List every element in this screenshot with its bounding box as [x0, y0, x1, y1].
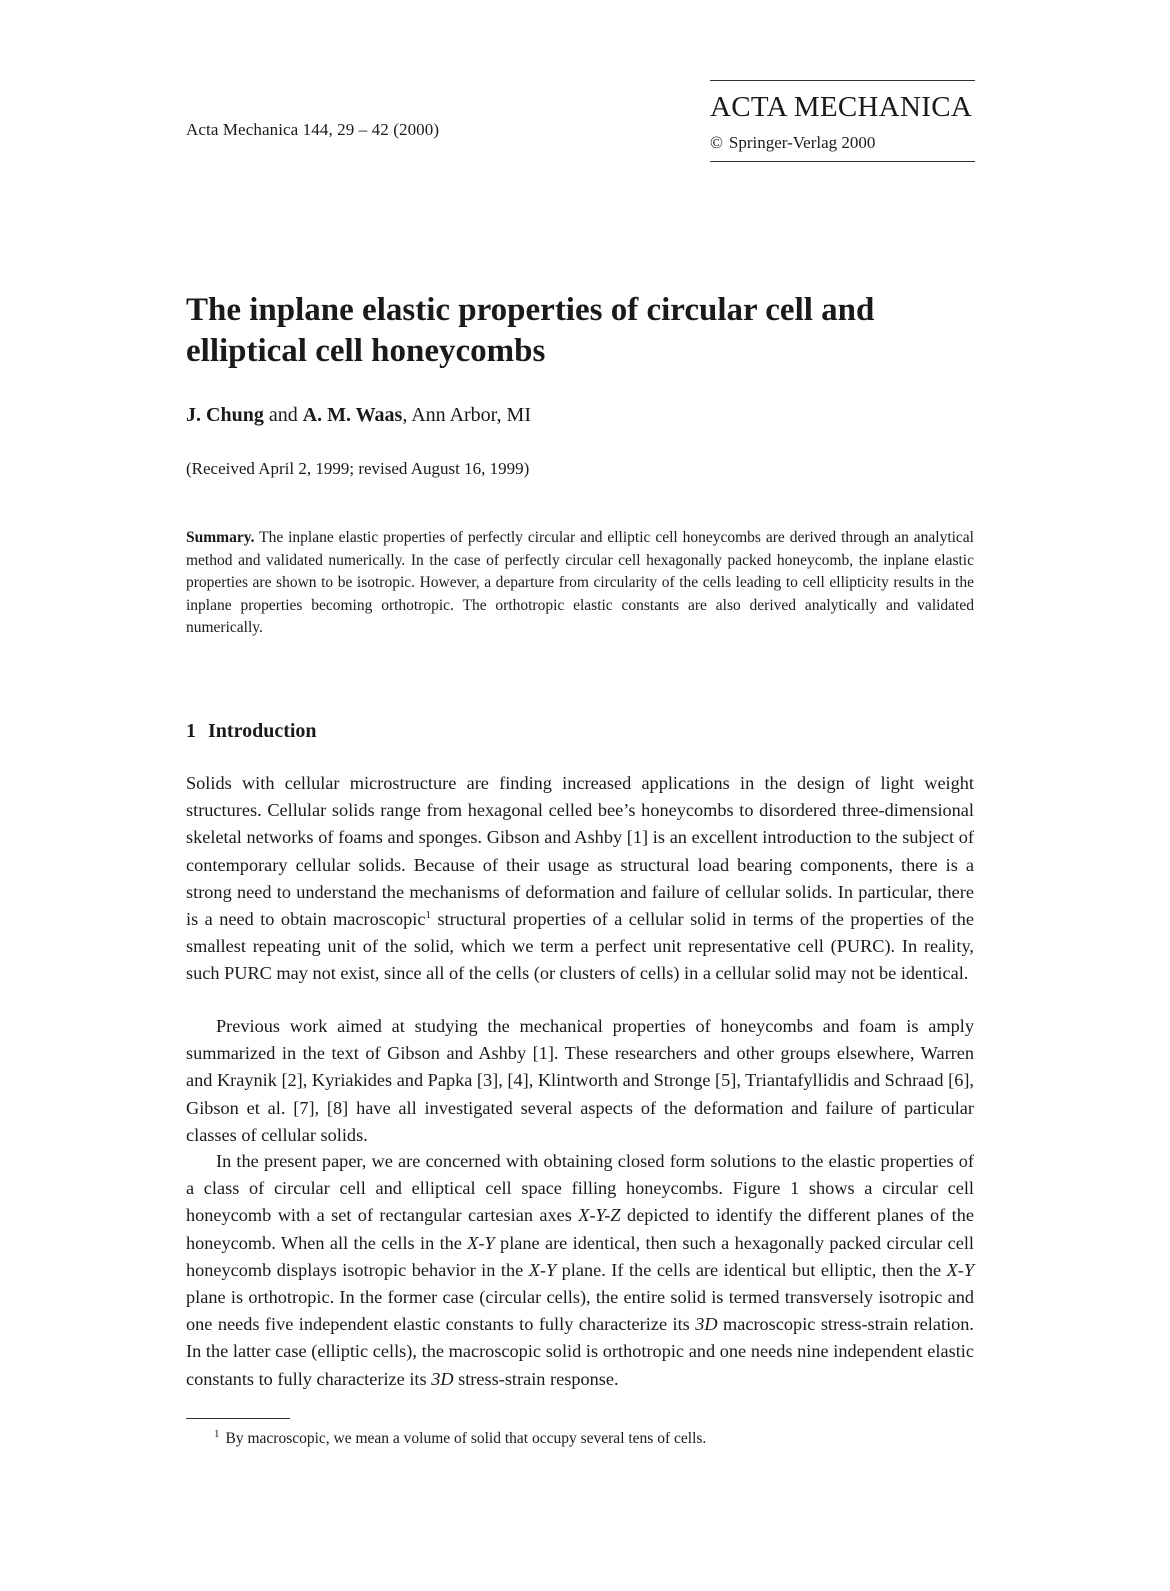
footnote-marker: 1 — [214, 1427, 220, 1440]
footnote-ref: 1 — [425, 908, 431, 921]
paragraph-3-text-b: depicted to identify the different planes of the honeycomb. When all the cells in the — [186, 1205, 974, 1253]
header-rule-bottom — [710, 161, 975, 162]
author-conjunction: and — [268, 404, 298, 426]
footnote-rule — [186, 1418, 290, 1419]
math-xy: X-Y — [946, 1259, 975, 1280]
math-xy: X-Y — [467, 1232, 495, 1253]
author-2: A. M. Waas — [302, 404, 403, 426]
summary-block — [186, 527, 974, 640]
math-3d: 3D — [431, 1368, 454, 1389]
publisher-name: Springer-Verlag 2000 — [728, 133, 876, 152]
paragraph-3-text-f: macroscopic stress-strain relation. In the latter case (elliptic cells), the macroscopic solid is orthotropic and one needs nine independent elastic constants to fully characterize its — [186, 1314, 974, 1389]
paragraph-3-text-e: plane is orthotropic. In the former case (circular cells), the entire solid is termed transversely isotropic and one needs five independent elastic constants to fully characterize its — [186, 1287, 974, 1335]
paragraph-3-text-a: In the present paper, we are concerned with obtaining closed form solutions to the elastic properties of a class of circular cell and elliptical cell space filling honeycombs. Figure 1 shows a circular cell honeycomb with a set of rectangular cartesian axes — [186, 1151, 974, 1226]
publisher-line — [710, 133, 875, 153]
summary-label: Summary. — [186, 529, 255, 546]
copyright-symbol: © — [710, 133, 723, 152]
paper-title: The inplane elastic properties of circular cell and elliptical cell honeycombs — [186, 292, 875, 369]
author-1: J. Chung — [186, 404, 264, 426]
math-3d: 3D — [695, 1314, 718, 1335]
paragraph-1-text-a: Solids with cellular microstructure are finding increased applications in the design of light weight structures. Cellular solids range from hexagonal celled bee’s honeycombs to disordered three-dimensional skeletal networks of foams and sponges. Gibson and Ashby [1] is an excellent introduction to the subject of contemporary cellular solids. Because of their usage as structural load bearing components, there is a strong need to understand the mechanisms of deformation and failure of cellular solids. In particular, there is a need to obtain macroscopic — [186, 773, 974, 930]
paragraph-1-text-b: structural properties of a cellular solid in terms of the properties of the smallest repeating unit of the solid, which we term a perfect unit representative cell (PURC). In reality, such PURC may not exist, since all of the cells (or clusters of cells) in a cellular solid may not be identical. — [186, 909, 974, 984]
author-affiliation: , Ann Arbor, MI — [402, 404, 531, 426]
math-xyz: X-Y-Z — [578, 1205, 621, 1226]
section-title: Introduction — [208, 720, 317, 742]
math-xy: X-Y — [528, 1259, 557, 1280]
footnote-text: By macroscopic, we mean a volume of solid that occupy several tens of cells. — [225, 1430, 707, 1447]
paragraph-3-text-d: plane. If the cells are identical but elliptic, then the — [556, 1259, 947, 1280]
received-dates: (Received April 2, 1999; revised August 16, 1999) — [186, 459, 530, 478]
summary-text: The inplane elastic properties of perfectly circular and elliptic cell honeycombs are derived through an analytical method and validated numerically. In the case of perfectly circular cell hexagonally packed honeycomb, the inplane elastic properties are shown to be isotropic. However, a departure from circularity of the cells leading to cell ellipticity results in the inplane properties becoming orthotropic. The orthotropic elastic constants are also derived analytically and validated numerically. — [186, 529, 974, 636]
paragraph-2: Previous work aimed at studying the mechanical properties of honeycombs and foam is amply summarized in the text of Gibson and Ashby [1]. These researchers and other groups elsewhere, Warren and Kraynik [2], Kyriakides and Papka [3], [4], Klintworth and Stronge [5], Triantafyllidis and Schraad [6], Gibson et al. [7], [8] have all investigated several aspects of the deformation and failure of particular classes of cellular solids. — [186, 1016, 974, 1145]
paragraph-3-text-c: plane are identical, then such a hexagonally packed circular cell honeycomb displays isotropic behavior in the — [186, 1232, 974, 1280]
paragraph-3-text-g: stress-strain response. — [453, 1368, 619, 1389]
header-rule-top — [710, 80, 975, 81]
journal-reference: Acta Mechanica 144, 29 – 42 (2000) — [186, 120, 440, 139]
section-heading — [186, 720, 317, 743]
section-number: 1 — [186, 720, 196, 742]
author-line — [186, 404, 531, 427]
journal-name: ACTA MECHANICA — [710, 91, 973, 123]
paragraph-1 — [186, 770, 974, 988]
footnote — [214, 1427, 707, 1448]
paragraph-3 — [186, 1148, 974, 1393]
